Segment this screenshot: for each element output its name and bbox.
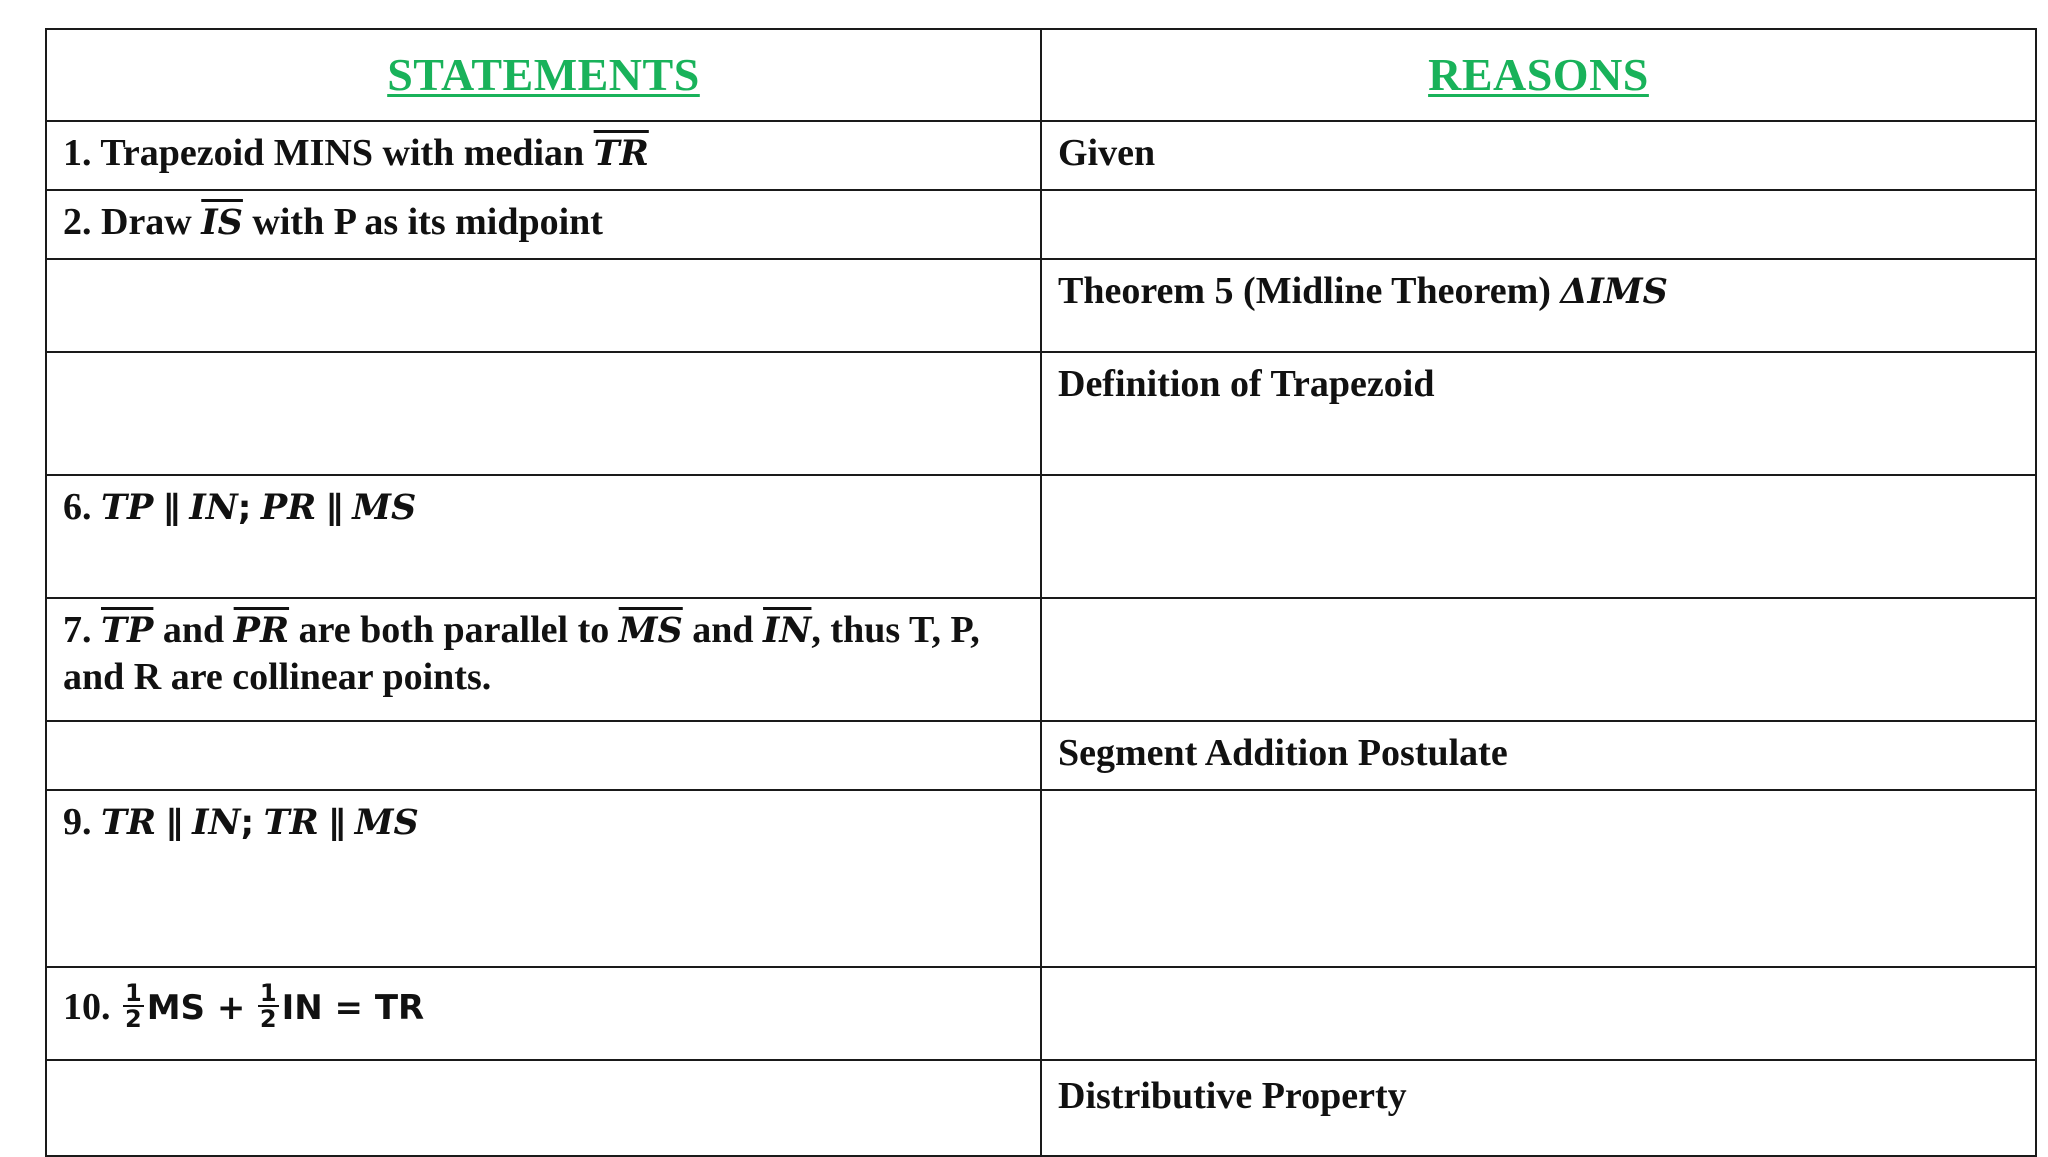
statement-number: 10.: [63, 986, 111, 1028]
reason-cell: Given: [1041, 121, 2036, 190]
statement-number: 2.: [63, 201, 92, 243]
math-term: TR: [263, 802, 319, 843]
statement-text: and: [692, 609, 754, 651]
math-term: IN = TR: [281, 988, 425, 1028]
proof-row-6: [46, 475, 2036, 598]
math-term: MS: [352, 487, 417, 528]
statement-number: 6.: [63, 486, 92, 528]
parallel-symbol: ∥: [328, 803, 346, 843]
math-term: TP: [101, 487, 154, 528]
statement-text: , thus T, P,: [811, 609, 980, 651]
math-term: IN: [189, 487, 238, 528]
segment-symbol: $\overline{IS}$: [201, 202, 243, 243]
semicolon: ;: [240, 803, 255, 843]
segment-symbol: $\overline{TP}$: [101, 610, 154, 651]
reason-cell: [1041, 790, 2036, 967]
reason-cell: [1041, 259, 2036, 352]
proof-row-11: [46, 1060, 2036, 1156]
statement-cell: [46, 598, 1041, 721]
reason-cell: [1041, 475, 2036, 598]
segment-symbol: $\overline{TR}$: [593, 133, 649, 174]
proof-row-3: [46, 259, 2036, 352]
proof-row-4: [46, 352, 2036, 475]
statement-number: 7.: [63, 609, 92, 651]
segment-symbol: $\overline{MS}$: [618, 610, 683, 651]
statement-text: Trapezoid MINS with median: [100, 132, 585, 174]
proof-row-7: [46, 598, 2036, 721]
reason-text: Theorem 5 (Midline Theorem): [1058, 270, 1551, 312]
fraction-numerator: 1: [259, 979, 277, 1008]
parallel-symbol: ∥: [325, 488, 343, 528]
segment-symbol: $\overline{PR}$: [233, 610, 290, 651]
proof-row-2: [46, 190, 2036, 259]
proof-row-9: [46, 790, 2036, 967]
statement-text: and: [162, 609, 225, 651]
reason-cell: [1041, 598, 2036, 721]
parallel-symbol: ∥: [165, 803, 183, 843]
triangle-symbol: ΔIMS: [1560, 271, 1668, 312]
statement-cell: [46, 259, 1041, 352]
statements-header: STATEMENTS: [46, 29, 1041, 121]
reasons-header: REASONS: [1041, 29, 2036, 121]
header-row: [46, 29, 2036, 121]
statement-text: are both parallel to: [298, 609, 610, 651]
statement-cell: [46, 790, 1041, 967]
statement-cell: [46, 721, 1041, 790]
statement-cell: [46, 967, 1041, 1060]
fraction-numerator: 1: [125, 979, 142, 1008]
proof-row-10: [46, 967, 2036, 1060]
segment-symbol: $\overline{IN}$: [763, 610, 812, 651]
two-column-proof-table: [45, 28, 2037, 1157]
statement-cell: [46, 475, 1041, 598]
parallel-symbol: ∥: [162, 488, 180, 528]
math-term: MS: [354, 802, 419, 843]
reason-cell: [1041, 190, 2036, 259]
reason-cell: Segment Addition Postulate: [1041, 721, 2036, 790]
reason-cell: [1041, 967, 2036, 1060]
proof-row-8: [46, 721, 2036, 790]
fraction: [258, 979, 279, 1034]
statement-text: with P as its midpoint: [252, 201, 603, 243]
statement-cell: [46, 1060, 1041, 1156]
statement-number: 9.: [63, 801, 92, 843]
statement-text: Draw: [101, 201, 192, 243]
statement-number: 1.: [63, 132, 92, 174]
fraction-denominator: 2: [259, 1005, 277, 1034]
reason-cell: Definition of Trapezoid: [1041, 352, 2036, 475]
math-term: PR: [260, 487, 317, 528]
proof-row-1: [46, 121, 2036, 190]
semicolon: ;: [237, 488, 252, 528]
statement-text: and R are collinear points.: [63, 656, 492, 698]
statement-cell: [46, 121, 1041, 190]
math-term: MS +: [146, 988, 246, 1028]
math-term: TR: [101, 802, 157, 843]
fraction: [123, 979, 144, 1034]
statement-cell: [46, 190, 1041, 259]
reason-cell: Distributive Property: [1041, 1060, 2036, 1156]
statement-cell: [46, 352, 1041, 475]
math-term: IN: [192, 802, 241, 843]
fraction-denominator: 2: [125, 1005, 142, 1034]
